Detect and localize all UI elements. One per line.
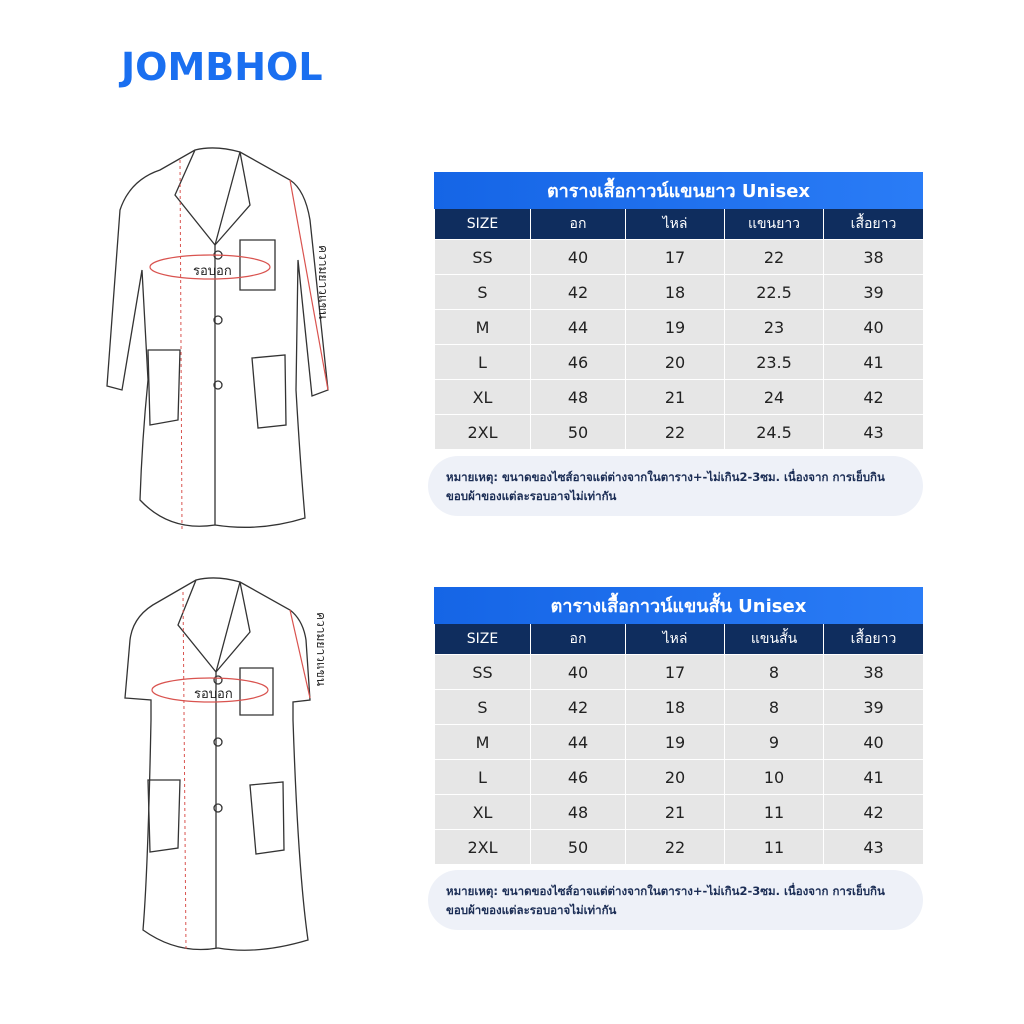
table-cell: S bbox=[435, 690, 531, 725]
col-header: ไหล่ bbox=[626, 624, 725, 655]
table-cell: S bbox=[435, 275, 531, 310]
table-cell: 18 bbox=[626, 275, 725, 310]
table-cell: 23.5 bbox=[725, 345, 824, 380]
table-cell: 50 bbox=[531, 415, 626, 450]
table-cell: 41 bbox=[824, 345, 924, 380]
table-row bbox=[435, 345, 924, 380]
table-cell: 46 bbox=[531, 345, 626, 380]
table-row bbox=[435, 760, 924, 795]
table-cell: 21 bbox=[626, 795, 725, 830]
table-row bbox=[435, 830, 924, 865]
table-cell: SS bbox=[435, 655, 531, 690]
col-header: SIZE bbox=[435, 624, 531, 655]
table-cell: 11 bbox=[725, 830, 824, 865]
table-row bbox=[435, 795, 924, 830]
table-cell: 9 bbox=[725, 725, 824, 760]
table-cell: XL bbox=[435, 380, 531, 415]
table-cell: 24.5 bbox=[725, 415, 824, 450]
table-cell: 19 bbox=[626, 725, 725, 760]
table-cell: 22 bbox=[626, 830, 725, 865]
table-cell: 8 bbox=[725, 690, 824, 725]
note-line-2: ขอบผ้าของแต่ละรอบอาจไม่เท่ากัน bbox=[446, 903, 617, 917]
table-row bbox=[435, 275, 924, 310]
table-cell: 48 bbox=[531, 380, 626, 415]
table-row bbox=[435, 725, 924, 760]
table-cell: 40 bbox=[824, 310, 924, 345]
table-cell: 20 bbox=[626, 760, 725, 795]
col-header: อก bbox=[531, 624, 626, 655]
table-cell: 20 bbox=[626, 345, 725, 380]
table-cell: 24 bbox=[725, 380, 824, 415]
table-cell: 2XL bbox=[435, 415, 531, 450]
table-row bbox=[435, 415, 924, 450]
table-cell: L bbox=[435, 345, 531, 380]
brand-logo bbox=[121, 45, 323, 89]
col-header: ไหล่ bbox=[626, 209, 725, 240]
col-header: อก bbox=[531, 209, 626, 240]
logo-text: JOMBHOL bbox=[121, 45, 323, 89]
long-sleeve-coat-illustration bbox=[100, 140, 340, 535]
table-cell: 23 bbox=[725, 310, 824, 345]
table-row bbox=[435, 690, 924, 725]
table-cell: SS bbox=[435, 240, 531, 275]
table-cell: 10 bbox=[725, 760, 824, 795]
table-cell: 8 bbox=[725, 655, 824, 690]
table-cell: M bbox=[435, 725, 531, 760]
table-cell: 39 bbox=[824, 275, 924, 310]
long-sleeve-size-table bbox=[434, 172, 923, 450]
short-sleeve-size-table bbox=[434, 587, 923, 865]
sleeve-length-label-long: ความยาวแขน bbox=[316, 245, 330, 320]
short-table-note bbox=[428, 870, 923, 930]
table-cell: 44 bbox=[531, 725, 626, 760]
note-line-2: ขอบผ้าของแต่ละรอบอาจไม่เท่ากัน bbox=[446, 489, 617, 503]
short-table-title: ตารางเสื้อกาวน์แขนสั้น Unisex bbox=[434, 587, 923, 624]
table-cell: 43 bbox=[824, 415, 924, 450]
table-cell: 22 bbox=[725, 240, 824, 275]
note-line-1: หมายเหตุ: ขนาดของไซส์อาจแต่ต่างจากในตาราง+-ไม่เกิน2-3ซม. เนื่องจาก การเย็บกิน bbox=[446, 470, 885, 484]
long-table-note bbox=[428, 456, 923, 516]
table-cell: 18 bbox=[626, 690, 725, 725]
col-header: เสื้อยาว bbox=[824, 209, 924, 240]
table-cell: 43 bbox=[824, 830, 924, 865]
table-cell: 44 bbox=[531, 310, 626, 345]
table-cell: 42 bbox=[824, 795, 924, 830]
table-cell: 21 bbox=[626, 380, 725, 415]
col-header: แขนสั้น bbox=[725, 624, 824, 655]
table-row bbox=[435, 310, 924, 345]
chest-label-short: รอบอก bbox=[194, 687, 233, 702]
table-header-row bbox=[435, 624, 924, 655]
table-row bbox=[435, 380, 924, 415]
col-header: SIZE bbox=[435, 209, 531, 240]
note-line-1: หมายเหตุ: ขนาดของไซส์อาจแต่ต่างจากในตาราง+-ไม่เกิน2-3ซม. เนื่องจาก การเย็บกิน bbox=[446, 884, 885, 898]
short-sleeve-coat-illustration bbox=[118, 570, 338, 960]
table-cell: 40 bbox=[531, 655, 626, 690]
table-cell: 42 bbox=[531, 690, 626, 725]
table-cell: 38 bbox=[824, 655, 924, 690]
table-cell: 40 bbox=[824, 725, 924, 760]
col-header: เสื้อยาว bbox=[824, 624, 924, 655]
table-cell: L bbox=[435, 760, 531, 795]
table-header-row bbox=[435, 209, 924, 240]
table-row bbox=[435, 240, 924, 275]
table-cell: 40 bbox=[531, 240, 626, 275]
table-cell: 39 bbox=[824, 690, 924, 725]
table-cell: 41 bbox=[824, 760, 924, 795]
table-cell: 2XL bbox=[435, 830, 531, 865]
table-cell: 11 bbox=[725, 795, 824, 830]
col-header: แขนยาว bbox=[725, 209, 824, 240]
table-cell: 48 bbox=[531, 795, 626, 830]
sleeve-length-label-short: ความยาวแขน bbox=[314, 612, 328, 687]
table-cell: XL bbox=[435, 795, 531, 830]
table-cell: 19 bbox=[626, 310, 725, 345]
table-cell: 17 bbox=[626, 655, 725, 690]
table-cell: 22.5 bbox=[725, 275, 824, 310]
chest-label-long: รอบอก bbox=[193, 264, 232, 279]
table-cell: 38 bbox=[824, 240, 924, 275]
table-cell: 17 bbox=[626, 240, 725, 275]
table-cell: 50 bbox=[531, 830, 626, 865]
table-cell: 42 bbox=[531, 275, 626, 310]
table-cell: 22 bbox=[626, 415, 725, 450]
table-cell: M bbox=[435, 310, 531, 345]
table-cell: 46 bbox=[531, 760, 626, 795]
long-table-title: ตารางเสื้อกาวน์แขนยาว Unisex bbox=[434, 172, 923, 209]
table-cell: 42 bbox=[824, 380, 924, 415]
table-row bbox=[435, 655, 924, 690]
